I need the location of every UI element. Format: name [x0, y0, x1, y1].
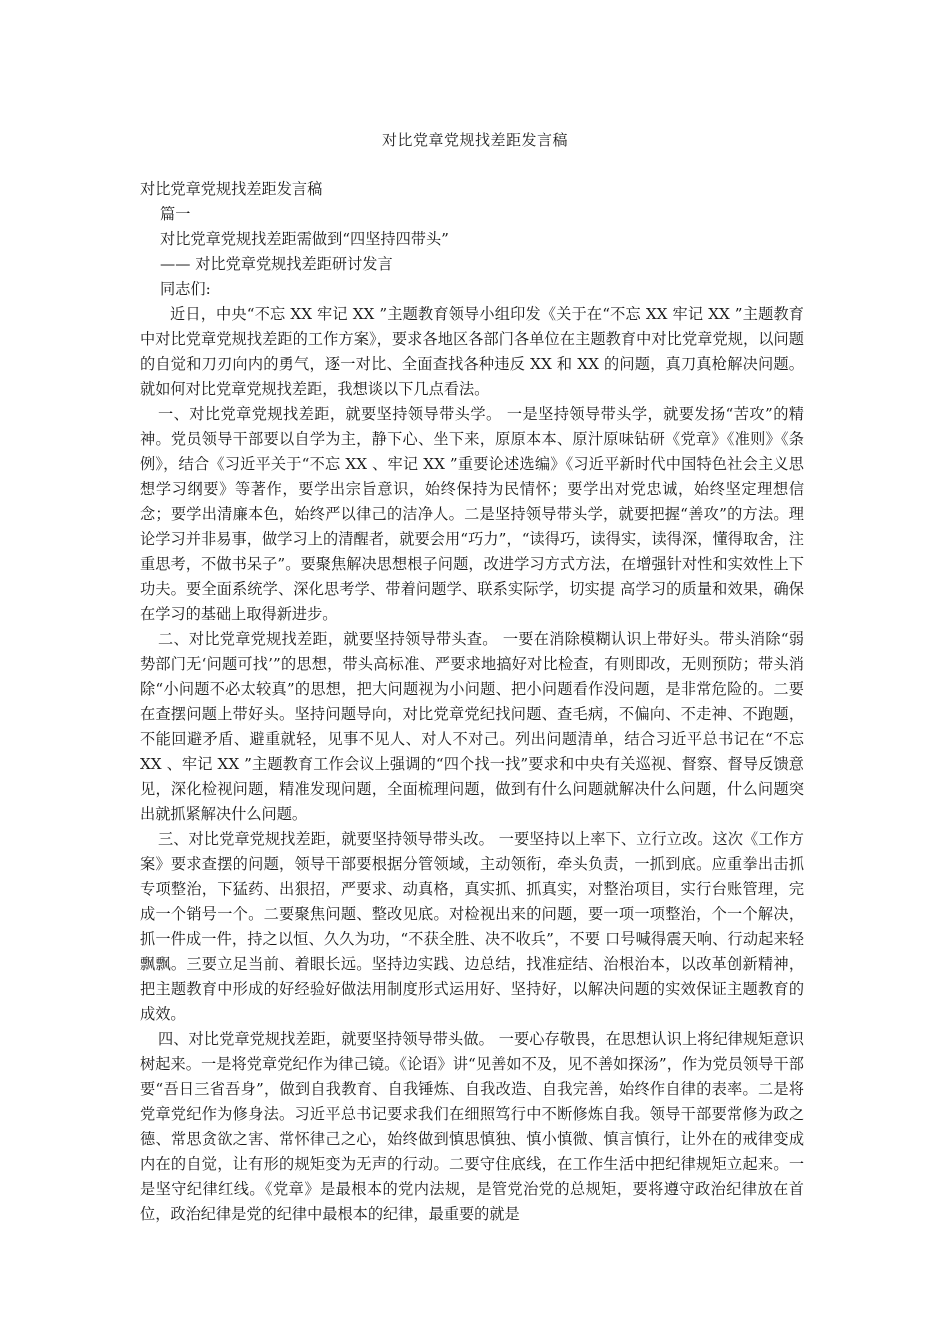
paragraph-section-4: 四、对比党章党规找差距，就要坚持领导带头做。 一要心存敬畏，在思想认识上将纪律规矩意识树起来。一是将党章党纪作为律己镜。《论语》讲“见善如不及，见不善如探汤”，作为党员领导干部要“吾日三省吾身”，做到自我教育、自我锤炼、自我改造、自我完善，始终作自律的表率。二是将党章党纪作为修身法。习近平总书记要求我们在细照笃行中不断修炼自我。领导干部要常修为政之德、常思贪欲之害、常怀律己之心，始终做到慎思慎独、慎小慎微、慎言慎行，让外在的戒律变成内在的自觉，让有形的规矩变为无声的行动。二要守住底线，在工作生活中把纪律规矩立起来。一是坚守纪律红线。《党章》是最根本的党内法规，是管党治党的总规矩，要将遵守政治纪律放在首位，政治纪律是党的纪律中最根本的纪律，最重要的就是 [140, 1030, 804, 1223]
salutation: 同志们: [160, 280, 211, 298]
document-title: 对比党章党规找差距发言稿 [381, 131, 568, 149]
paragraph-section-3: 三、对比党章党规找差距，就要坚持领导带头改。 一要坚持以上率下、立行立改。这次《工作方案》要求查摆的问题，领导干部要根据分管领域，主动领衔，牵头负责，一抓到底。应重拳出击抓专项整治，下猛药、出狠招，严要求、动真格，真实抓、抓真实，对整治项目，实行台账管理，完成一个销号一个。二要聚焦问题、整改见底。对检视出来的问题，要一项一项整治，个一个解决，抓一件成一件，持之以恒、久久为功，“不获全胜、决不收兵”，不要 口号喊得震天响、行动起来轻飘飘。三要立足当前、着眼长远。坚持边实践、边总结，找准症结、治根治本，以改革创新精神，把主题教育中形成的好经验好做法用制度形式运用好、坚持好，以解决问题的实效保证主题教育的成效。 [140, 830, 804, 1023]
speech-byline: —— 对比党章党规找差距研讨发言 [160, 255, 393, 273]
paragraph-section-1: 一、对比党章党规找差距，就要坚持领导带头学。 一是坚持领导带头学，就要发扬“苦攻”的精神。党员领导干部要以自学为主，静下心、坐下来，原原本本、原汁原味钻研《党章》《准则》《条例》，结合《习近平关于“不忘 XX 、牢记 XX ”重要论述选编》《习近平新时代中国特色社会主义思想学习纲要》等著作，要学出宗旨意识，始终保持为民情怀；要学出对党忠诚，始终坚定理想信念；要学出清廉本色，始终严以律己的洁净人。二是坚持领导带头学，就要把握“善攻”的方法。理论学习并非易事，做学习上的清醒者，就要会用“巧力”，“读得巧，读得实，读得深，懂得取舍，注重思考，不做书呆子”。要聚焦解决思想根子问题，改进学习方式方法，在增强针对性和实效性上下功夫。要全面系统学、深化思考学、带着问题学、联系实际学，切实提 高学习的质量和效果，确保在学习的基础上取得新进步。 [140, 405, 804, 623]
document-heading: 对比党章党规找差距发言稿 [140, 180, 323, 198]
part-label: 篇一 [160, 205, 191, 223]
document-body [140, 177, 804, 1227]
speech-subtitle: 对比党章党规找差距需做到“四坚持四带头” [160, 230, 449, 248]
paragraph-section-2: 二、对比党章党规找差距，就要坚持领导带头查。 一要在消除模糊认识上带好头。带头消除“弱势部门无‘问题可找’”的思想，带头高标准、严要求地搞好对比检查，有则即改，无则预防；带头消除“小问题不必太较真”的思想，把大问题视为小问题、把小问题看作没问题，是非常危险的。二要在查摆问题上带好头。坚持问题导向，对比党章党纪找问题、查毛病，不偏向、不走神、不跑题，不能回避矛盾、避重就轻，见事不见人、对人不对己。列出问题清单，结合习近平总书记在“不忘 XX 、牢记 XX ”主题教育工作会议上强调的“四个找一找”要求和中央有关巡视、督察、督导反馈意见，深化检视问题，精准发现问题，全面梳理问题，做到有什么问题就解决什么问题，什么问题突出就抓紧解决什么问题。 [140, 630, 804, 823]
paragraph-intro: 近日，中央“不忘 XX 牢记 XX ”主题教育领导小组印发《关于在“不忘 XX 牢记 XX ”主题教育中对比党章党规找差距的工作方案》，要求各地区各部门各单位在主题教育中对比党章党规，以问题的自觉和刀刃向内的勇气，逐一对比、全面查找各种违反 XX 和 XX 的问题，真刀真枪解决问题。就如何对比党章党规找差距，我想谈以下几点看法。 [140, 305, 804, 398]
